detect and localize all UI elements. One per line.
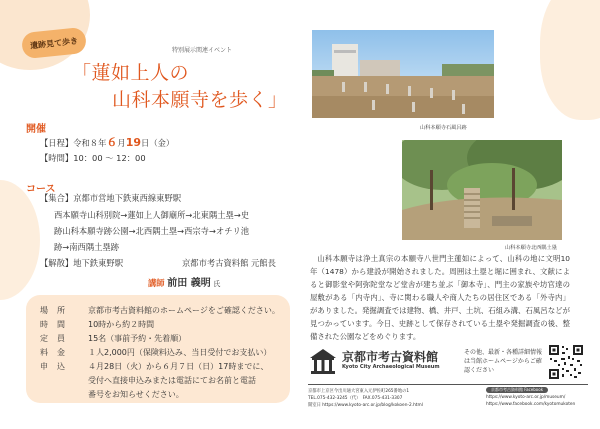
info-value-fee: １人2,000円（保険料込み、当日受付でお支払い） (88, 348, 272, 357)
dismiss-value: 地下鉄東野駅 (73, 258, 123, 268)
lecturer-suffix: 氏 (213, 280, 221, 288)
museum-footer (308, 340, 588, 410)
museum-building-icon (308, 346, 338, 376)
dismiss-row (40, 257, 123, 269)
info-label-place: 場 所 (40, 306, 66, 315)
footer-divider (308, 384, 588, 385)
decor-blob (0, 180, 40, 300)
decor-blob (540, 0, 600, 120)
museum-schedule-url: 開室日 https://www.kyoto-arc.or.jp/blog/kokoen-2.html (308, 403, 423, 408)
special-exhibit-label: 特別展示関連イベント (172, 47, 233, 54)
description-text: 山科本願寺は浄土真宗の本願寺八世門主蓮如によって、山科の地に文明10年（1478）から建設が開始されました。周囲は土塁と堀に囲まれ、文献によると御影堂や阿弥陀堂など堂舎が建ち並ぶ「御本寺」、門主の家族や坊官達の屋敷がある「内寺内」、寺に関わる職人や商人たちの居住区である「外寺内」がありました。発掘調査では建物、橋、井戸、土坑、石組み溝、石風呂などが見つかっています。今日、史跡として保存されている土塁や発掘調査の後、整備された公園などをめぐります。 (310, 254, 570, 341)
photo-caption-top: 山科本願寺石風呂跡 (420, 125, 467, 131)
photo-stone-bath-site-image (312, 30, 494, 118)
info-box (26, 295, 290, 403)
info-label-capacity: 定 員 (40, 334, 66, 343)
museum-note: その他、最新・各種詳細情報は当館ホームページからご確認ください (464, 349, 543, 374)
route-line: 西本願寺山科別院→蓮如上人御廟所→北東隅土塁→史 (54, 210, 250, 220)
time-label: 【時間】 (40, 153, 74, 163)
page-title (72, 60, 322, 114)
dismiss-label: 【解散】 (40, 258, 74, 268)
time-value: 10：00 〜 12：00 (73, 153, 146, 163)
museum-name: 京都市考古資料館 (342, 350, 439, 364)
museum-address: 京都市上京区今出川通大宮東入元伊佐町265番地の1 (308, 389, 410, 394)
social-badge: 京都市考古資料館 Facebook (486, 387, 548, 393)
gather-value: 京都市営地下鉄東西線東野駅 (73, 193, 182, 203)
section-title-course: コース (26, 184, 56, 195)
lecturer-label: 講師 (148, 278, 165, 288)
time-row (40, 152, 146, 164)
lecturer-organization: 京都市考古資料館 元館長 (182, 258, 276, 268)
info-value-apply-2: 受付へ直接申込みまたは電話にてお名前と電話 (88, 376, 256, 385)
photo-northwest-earthwork (402, 140, 562, 240)
date-prefix: 令和８年 (73, 138, 107, 148)
museum-name-en: Kyoto City Archaeological Museum (342, 364, 440, 370)
photo-caption-bottom: 山科本願寺北西隅土塁 (505, 245, 557, 251)
lecturer-row (148, 274, 220, 289)
date-day: 19 (125, 136, 142, 149)
info-value-time: 10時から約２時間 (88, 320, 155, 329)
info-value-apply-3: 番号をお知らせください。 (88, 390, 184, 399)
info-label-apply: 申 込 (40, 362, 66, 371)
gather-row (40, 192, 181, 204)
photo-northwest-earthwork-image (402, 140, 562, 240)
qr-code-icon[interactable] (548, 344, 584, 380)
route-line: 跡→南西隅土塁跡 (54, 242, 120, 252)
info-value-capacity: 15名（事前予約・先着順） (88, 334, 187, 343)
gather-label: 【集合】 (40, 193, 74, 203)
walk-badge: 遺跡見て歩き (21, 27, 87, 60)
date-month: ６ (106, 136, 118, 149)
date-suffix: 日（金） (141, 138, 175, 148)
museum-website-link[interactable]: https://www.kyoto-arc.or.jp/museum/ (486, 395, 566, 400)
title-line-1: 「蓮如上人の (72, 62, 190, 84)
photo-stone-bath-site (312, 30, 494, 118)
title-line-2: 山科本願寺を歩く」 (112, 89, 288, 111)
info-value-apply: ４月28日（火）から６月７日（日）17時までに、 (88, 362, 269, 371)
info-label-time: 時 間 (40, 320, 66, 329)
museum-phone: TEL.075-432-3245（代） FAX.075-431-3307 (308, 396, 403, 401)
section-title-schedule: 開催 (26, 124, 46, 135)
date-label: 【日程】 (40, 138, 74, 148)
museum-facebook-link[interactable]: https://www.facebook.com/kyotomukoten (486, 402, 576, 407)
info-label-fee: 料 金 (40, 348, 66, 357)
date-mid: 月 (117, 138, 126, 148)
info-value-place: 京都市考古資料館のホームページをご確認ください。 (88, 306, 280, 315)
lecturer-name: 前田 義明 (167, 278, 211, 289)
route-line: 跡山科本願寺跡公園→北西隅土塁→西宗寺→オチリ池 (54, 226, 250, 236)
date-row (40, 134, 174, 150)
